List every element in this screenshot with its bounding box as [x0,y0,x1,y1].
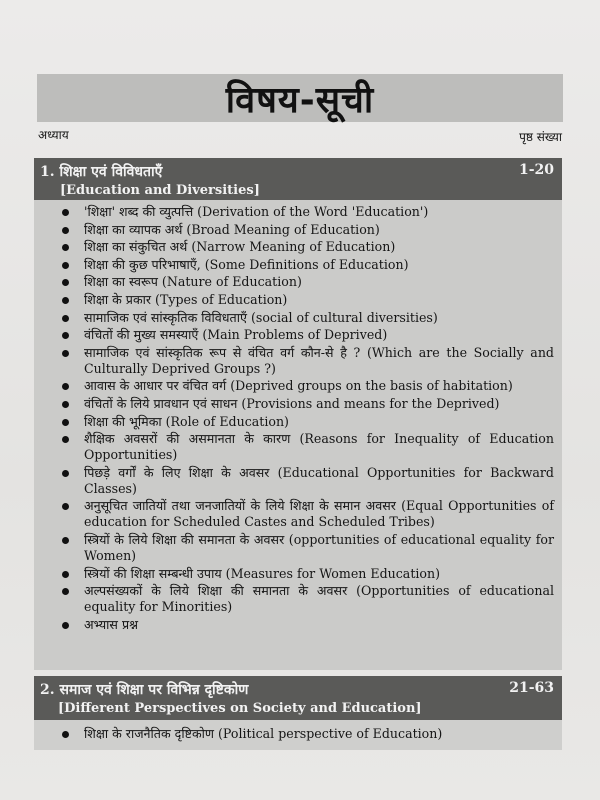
bullet-icon [62,244,69,251]
chapter-2-subtitle: [Different Perspectives on Society and Education] [58,701,422,716]
chapter-2-pages: 21-63 [509,680,554,696]
page-title: विषय-सूची [225,79,375,121]
list-item: शिक्षा का स्वरूप (Nature of Education) [34,274,562,290]
chapter-2-title: 2. समाज एवं शिक्षा पर विभिन्न दृष्टिकोण [40,682,249,698]
list-item: शिक्षा का व्यापक अर्थ (Broad Meaning of Education) [34,222,562,238]
bullet-icon [62,297,69,304]
bullet-icon [62,470,69,477]
list-item: शिक्षा के प्रकार (Types of Education) [34,292,562,308]
bullet-icon [62,571,69,578]
chapter-2-header [34,676,562,720]
chapter-1-subtitle: [Education and Diversities] [60,183,260,198]
list-item: सामाजिक एवं सांस्कृतिक रूप से वंचित वर्ग कौन-से है ? (Which are the Socially and Culturally Deprived Groups ?) [34,345,562,377]
chapter-1-topic-list [34,200,562,633]
bullet-icon [62,622,69,629]
bullet-icon [62,588,69,595]
list-item: पिछड़े वर्गों के लिए शिक्षा के अवसर (Educational Opportunities for Backward Classes) [34,465,562,497]
chapter-1-title: 1. शिक्षा एवं विविधताएँ [40,164,163,180]
bullet-icon [62,209,69,216]
list-item: वंचितों के लिये प्रावधान एवं साधन (Provisions and means for the Deprived) [34,396,562,412]
list-item: अल्पसंख्यकों के लिये शिक्षा की समानता के अवसर (Opportunities of educational equality for Minorities) [34,583,562,615]
list-item: वंचितों की मुख्य समस्याएँ (Main Problems of Deprived) [34,327,562,343]
list-item: शैक्षिक अवसरों की असमानता के कारण (Reasons for Inequality of Education Opportunities) [34,431,562,463]
chapter-2-topic-list [34,720,562,742]
list-item: सामाजिक एवं सांस्कृतिक विविधताएँ (social of cultural diversities) [34,310,562,326]
bullet-icon [62,350,69,357]
bullet-icon [62,731,69,738]
bullet-icon [62,332,69,339]
bullet-icon [62,503,69,510]
list-item: शिक्षा की भूमिका (Role of Education) [34,414,562,430]
list-item: आवास के आधार पर वंचित वर्ग (Deprived groups on the basis of habitation) [34,378,562,394]
bullet-icon [62,537,69,544]
list-item: अभ्यास प्रश्न [34,617,562,633]
chapter-1-section [34,158,562,670]
chapter-2-section [34,676,562,750]
bullet-icon [62,436,69,443]
bullet-icon [62,419,69,426]
page-number-column-label: पृष्ठ संख्या [519,130,562,144]
bullet-icon [62,401,69,408]
chapter-1-header [34,158,562,200]
list-item: शिक्षा की कुछ परिभाषाएँ, (Some Definitions of Education) [34,257,562,273]
bullet-icon [62,262,69,269]
list-item: शिक्षा का संकुचित अर्थ (Narrow Meaning of Education) [34,239,562,255]
bullet-icon [62,227,69,234]
bullet-icon [62,279,69,286]
chapter-1-pages: 1-20 [518,162,554,178]
list-item: 'शिक्षा' शब्द की व्युत्पत्ति (Derivation of the Word 'Education') [34,204,562,220]
list-item: स्त्रियों की शिक्षा सम्बन्धी उपाय (Measures for Women Education) [34,566,562,582]
bullet-icon [62,383,69,390]
bullet-icon [62,315,69,322]
list-item: स्त्रियों के लिये शिक्षा की समानता के अवसर (opportunities of educational equality for Women) [34,532,562,564]
chapter-column-label: अध्याय [38,128,69,142]
list-item: अनुसूचित जातियों तथा जनजातियों के लिये शिक्षा के समान अवसर (Equal Opportunities of education for Scheduled Castes and Scheduled Tribes) [34,498,562,530]
list-item: शिक्षा के राजनैतिक दृष्टिकोण (Political perspective of Education) [34,726,562,742]
title-banner [37,74,563,122]
